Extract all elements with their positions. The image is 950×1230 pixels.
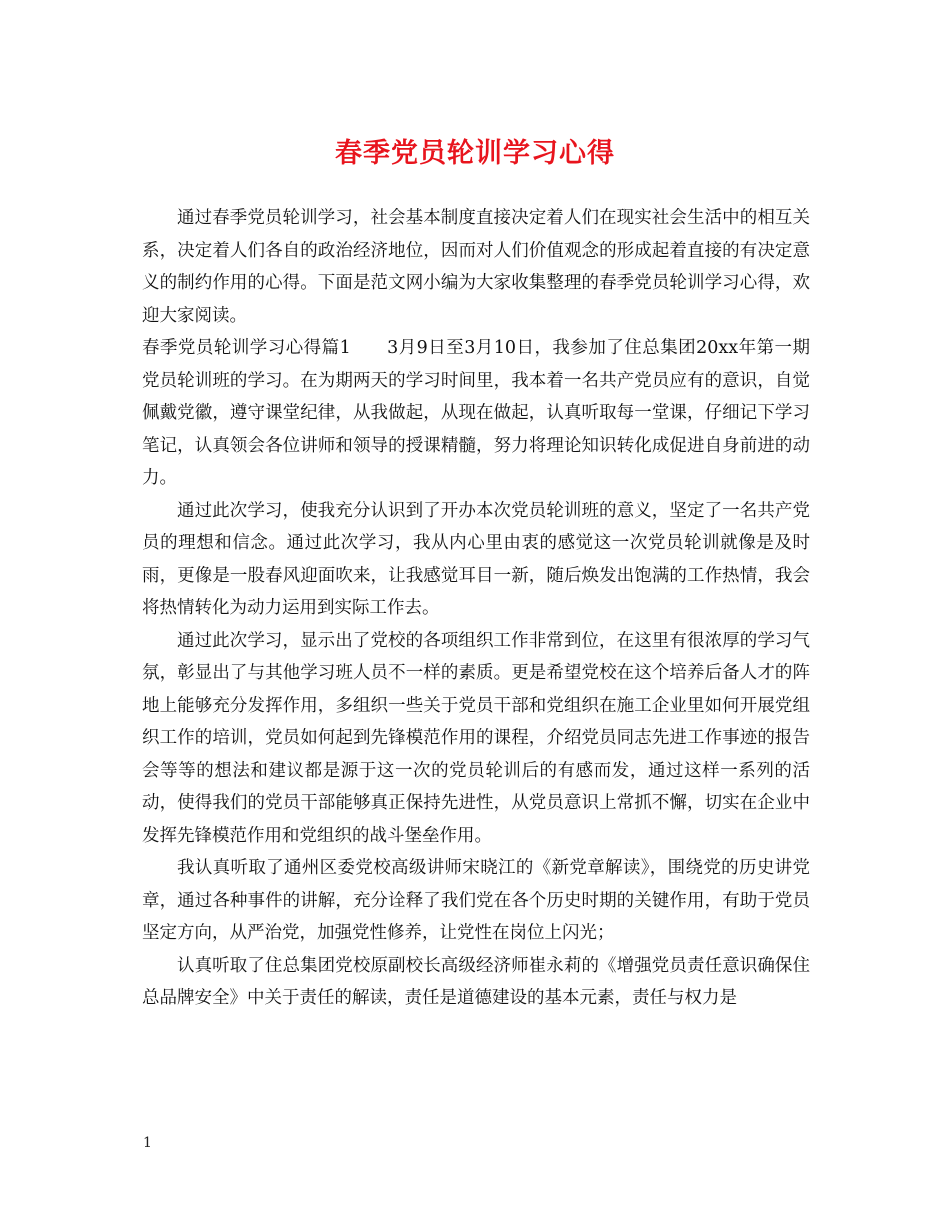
paragraph-section-1: 春季党员轮训学习心得篇1 3月9日至3月10日，我参加了住总集团20xx年第一期党员轮训班的学习。在为期两天的学习时间里，我本着一名共产党员应有的意识，自觉佩戴党徽，遵守课堂纪律，从我做起，从现在做起，认真听取每一堂课，仔细记下学习笔记，认真领会各位讲师和领导的授课精髓，努力将理论知识转化成促进自身前进的动力。 [142,338,810,488]
document-body [142,202,810,1015]
paragraph-2: 通过此次学习，使我充分认识到了开办本次党员轮训班的意义，坚定了一名共产党员的理想和信念。通过此次学习，我从内心里由衷的感觉这一次党员轮训就像是及时雨，更像是一股春风迎面吹来，让我感觉耳目一新，随后焕发出饱满的工作热情，我会将热情转化为动力运用到实际工作去。 [142,500,810,618]
paragraph-intro: 通过春季党员轮训学习，社会基本制度直接决定着人们在现实社会生活中的相互关系，决定着人们各自的政治经济地位，因而对人们价值观念的形成起着直接的有决定意义的制约作用的心得。下面是范文网小编为大家收集整理的春季党员轮训学习心得，欢迎大家阅读。 [142,208,810,326]
paragraph-5: 认真听取了住总集团党校原副校长高级经济师崔永莉的《增强党员责任意识确保住总品牌安全》中关于责任的解读，责任是道德建设的基本元素，责任与权力是 [142,955,810,1008]
page-number: 1 [143,1135,152,1151]
paragraph-4: 我认真听取了通州区委党校高级讲师宋晓江的《新党章解读》，围绕党的历史讲党章，通过各种事件的讲解，充分诠释了我们党在各个历史时期的关键作用，有助于党员坚定方向，从严治党，加强党性修养，让党性在岗位上闪光； [142,858,810,943]
paragraph-3: 通过此次学习，显示出了党校的各项组织工作非常到位，在这里有很浓厚的学习气氛，彰显出了与其他学习班人员不一样的素质。更是希望党校在这个培养后备人才的阵地上能够充分发挥作用，多组织一些关于党员干部和党组织在施工企业里如何开展党组织工作的培训，党员如何起到先锋模范作用的课程，介绍党员同志先进工作事迹的报告会等等的想法和建议都是源于这一次的党员轮训后的有感而发，通过这样一系列的活动，使得我们的党员干部能够真正保持先进性，从党员意识上常抓不懈，切实在企业中发挥先锋模范作用和党组织的战斗堡垒作用。 [142,630,810,846]
document-title: 春季党员轮训学习心得 [335,138,615,169]
